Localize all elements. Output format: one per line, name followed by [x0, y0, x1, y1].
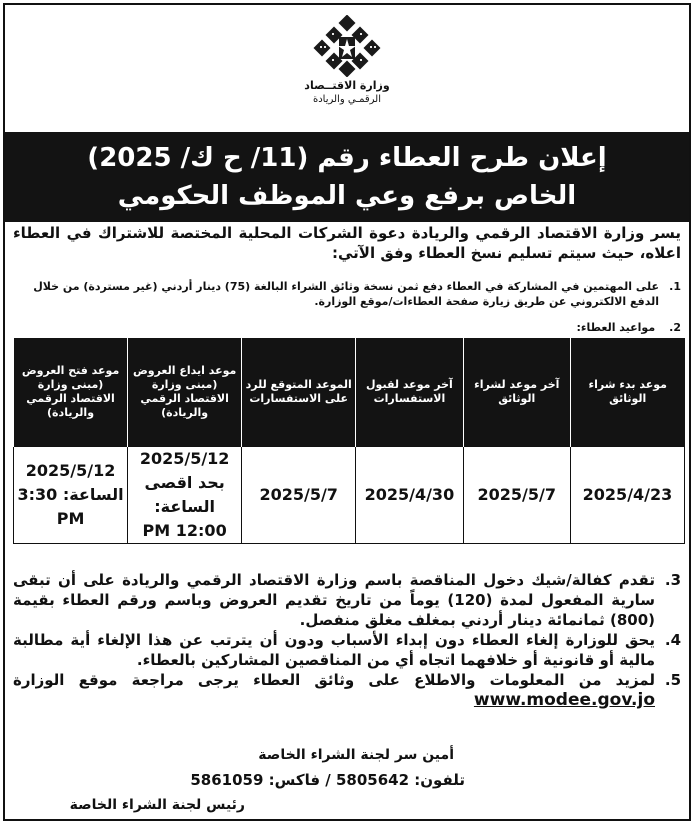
- intro-paragraph: يسر وزارة الاقتصاد الرقمي والريادة دعوة الشركات المحلية المختصة للاشتراك في العطاء اعلاه، حيث سيتم تسليم نسخ العطاء وفق الآتي:: [13, 224, 681, 262]
- ministry-logo: [5, 15, 689, 107]
- list-item-4: [13, 630, 681, 670]
- header-inquiries-reply: الموعد المتوقع للرد على الاستفسارات: [242, 338, 356, 447]
- ministry-name: [5, 79, 689, 107]
- header-purchase-start: موعد بدء شراء الوثائق: [570, 338, 684, 447]
- header-purchase-end: آخر موعد لشراء الوثائق: [463, 338, 570, 447]
- item-text: لمزيد من المعلومات والاطلاع على وثائق العطاء يرجى مراجعة موقع الوزارة: [13, 671, 655, 689]
- date-bid-opening: 2025/5/12 الساعة: 3:30 PM: [14, 447, 128, 544]
- ministry-emblem-icon: [312, 15, 382, 77]
- date-inquiries-deadline: 2025/4/30: [356, 447, 463, 544]
- list-item-2: [13, 321, 681, 335]
- list-item-3: [13, 570, 681, 630]
- item-number: 2.: [669, 321, 681, 334]
- ministry-name-line1: وزارة الاقتــصاد: [304, 79, 390, 92]
- tender-subtitle: الخاص برفع وعي الموظف الحكومي: [117, 181, 577, 211]
- conditions-list: [13, 570, 681, 710]
- item-number: 4.: [664, 631, 681, 649]
- date-inquiries-reply: 2025/5/7: [242, 447, 356, 544]
- item-text: على المهتمين في المشاركة في العطاء دفع ثمن نسخة وثائق الشراء البالغة (75) دينار أردني (غير مستردة) من خلال الدفع الالكتروني عن طريق زيارة صفحة العطاءات/موقع الوزارة.: [33, 280, 659, 308]
- list-item-5: [13, 670, 681, 710]
- secretary-title: أمين سر لجنة الشراء الخاصة: [258, 747, 454, 763]
- website-link[interactable]: www.modee.gov.jo: [473, 690, 655, 710]
- schedule-table: [13, 338, 685, 544]
- item-number: 1.: [669, 280, 681, 293]
- header-bid-submission: موعد ايداع العروض (مبنى وزارة الاقتصاد الرقمي والريادة): [128, 338, 242, 447]
- item-number: 5.: [664, 671, 681, 689]
- chairman-title: رئيس لجنة الشراء الخاصة: [69, 797, 245, 813]
- ministry-name-line2: الرقمـي والريادة: [312, 94, 382, 105]
- item-text: مواعيد العطاء:: [576, 321, 656, 334]
- item-number: 3.: [664, 571, 681, 589]
- item-text: تقدم كفالة/شيك دخول المناقصة باسم وزارة الاقتصاد الرقمي والريادة على أن تبقى سارية المفعول لمدة (120) يوماً من تاريخ تقديم العروض وباسم ورقم العطاء بقيمة (800) ثمانمائة دينار أردني بمغلف مغلق منفصل.: [13, 571, 655, 629]
- table-row: [14, 447, 685, 544]
- date-purchase-end: 2025/5/7: [463, 447, 570, 544]
- item-text: يحق للوزارة إلغاء العطاء دون إبداء الأسباب ودون أن يترتب عن هذا الإلغاء أية مطالبة مالية أو قانونية أو خلافهما اتجاه أي من المناقصين المشاركين بالعطاء.: [13, 631, 655, 669]
- tender-title: إعلان طرح العطاء رقم (11/ ح ك/ 2025): [87, 143, 607, 173]
- header-bid-opening: موعد فتح العروض (مبنى وزارة الاقتصاد الرقمي والريادة): [14, 338, 128, 447]
- date-bid-submission: 2025/5/12 بحد اقصى الساعة: 12:00 PM: [128, 447, 242, 544]
- list-item-1: [13, 279, 681, 309]
- title-banner: [5, 132, 689, 222]
- contact-numbers: تلفون: 5805642 / فاكس: 5861059: [190, 771, 465, 789]
- tender-announcement: [3, 3, 691, 821]
- table-header-row: [14, 338, 685, 447]
- date-purchase-start: 2025/4/23: [570, 447, 684, 544]
- header-inquiries-deadline: آخر موعد لقبول الاستفسارات: [356, 338, 463, 447]
